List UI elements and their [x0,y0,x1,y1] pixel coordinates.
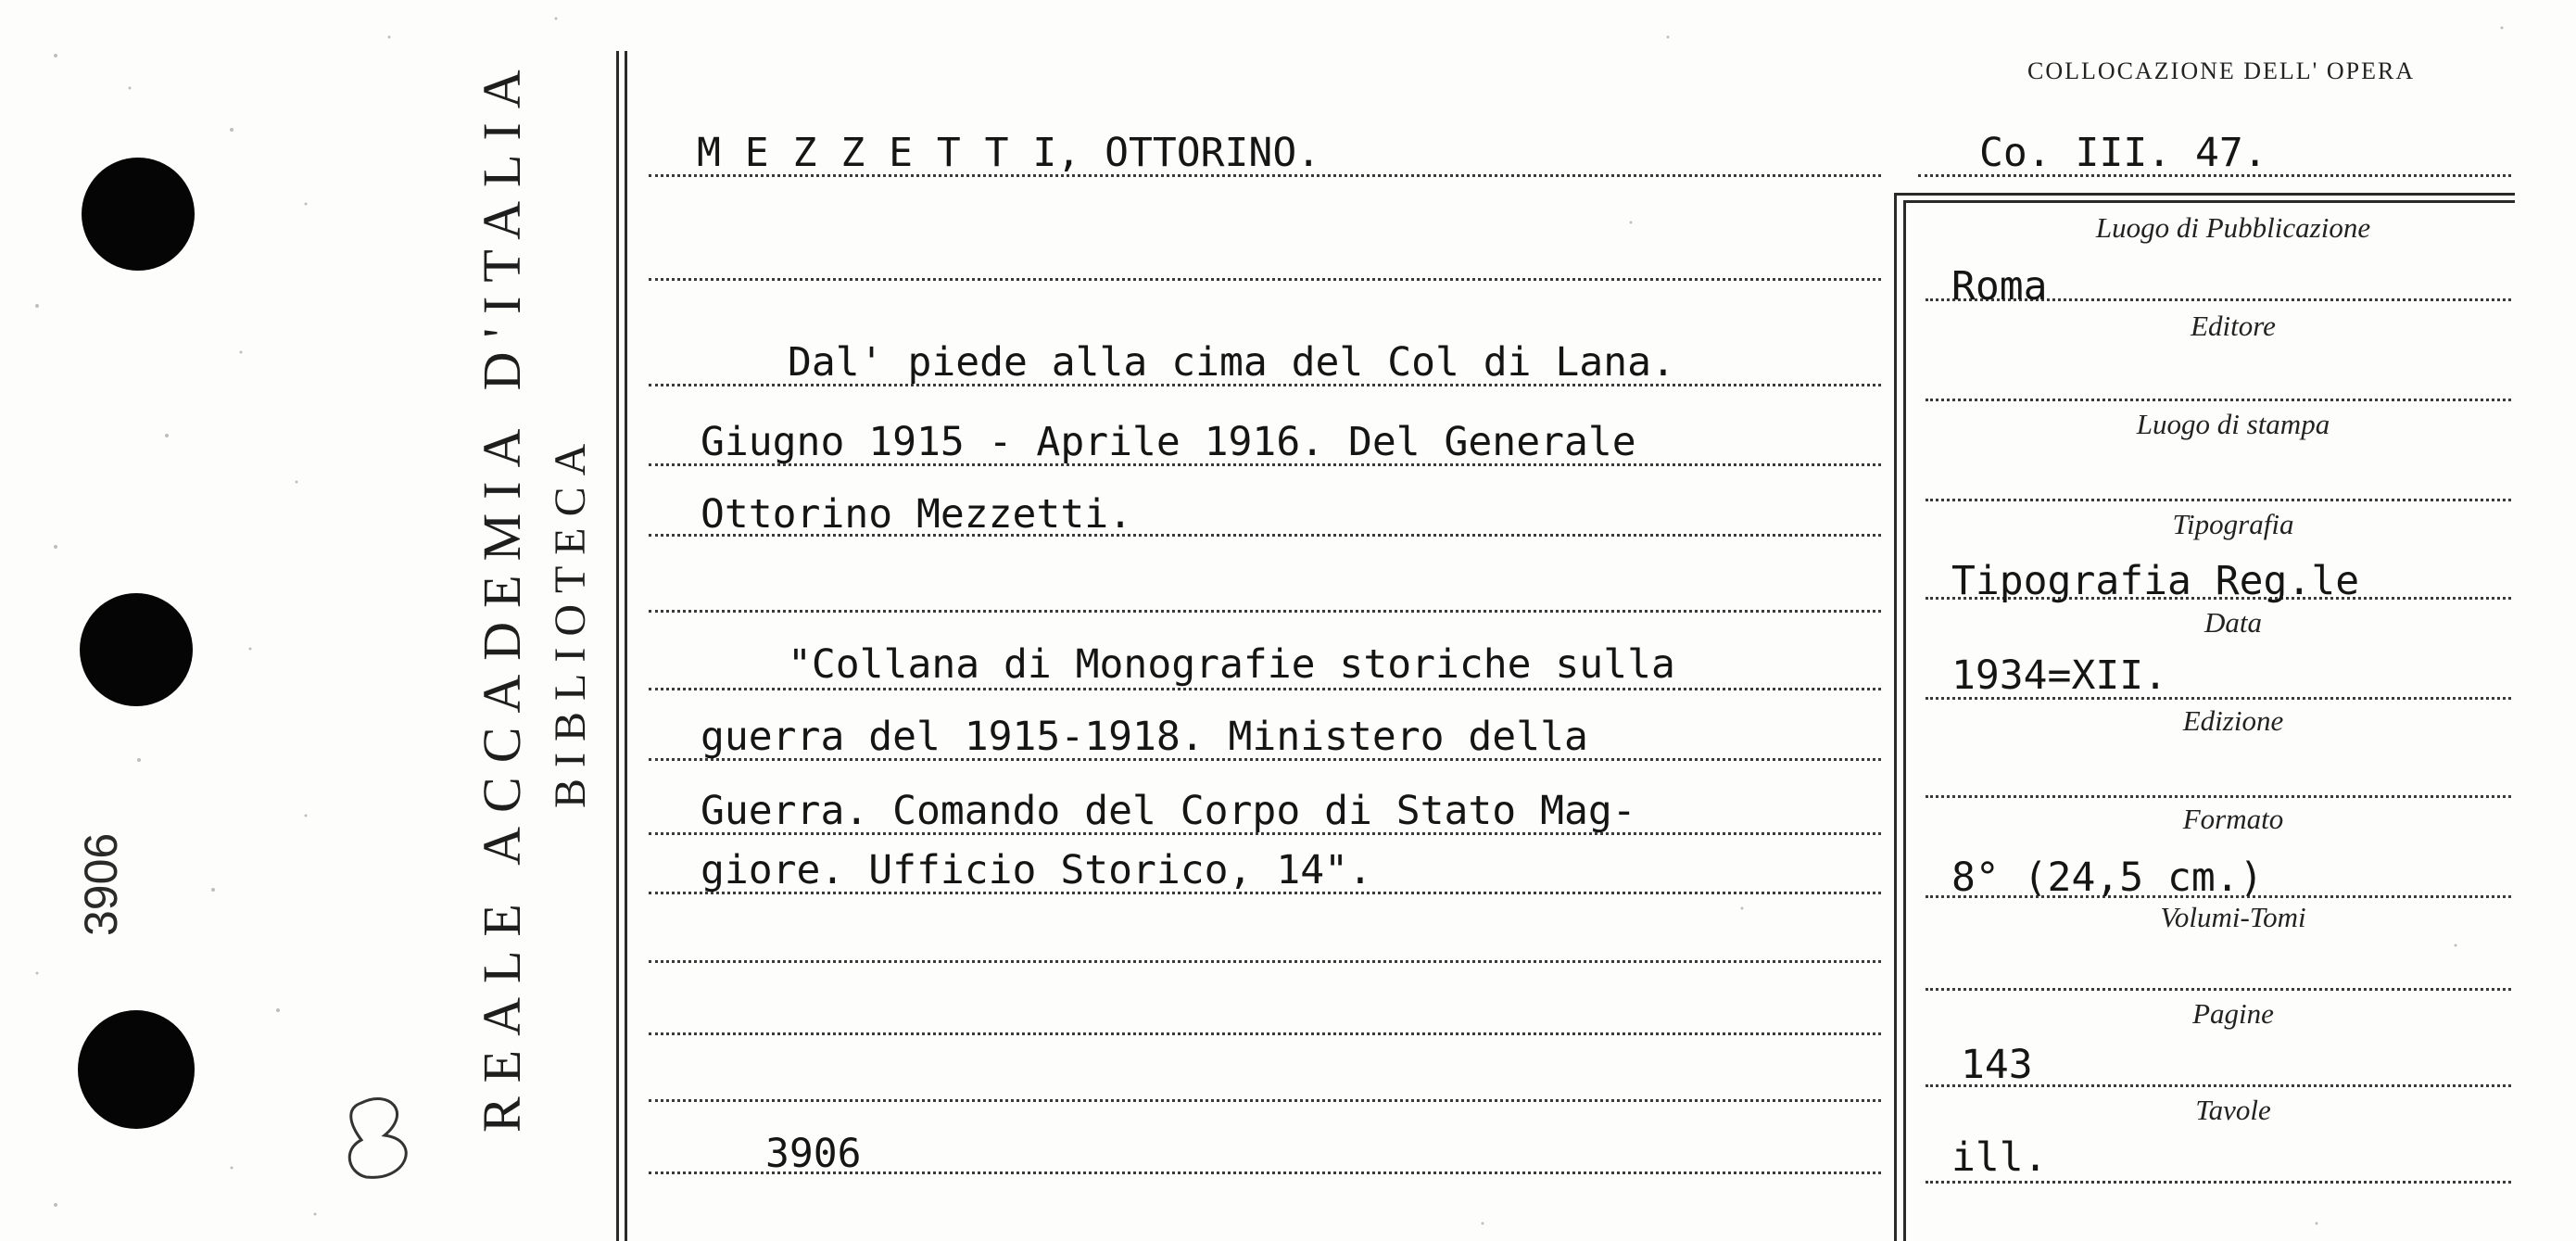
field-label-tavole: Tavole [2195,1094,2271,1126]
field-label-volumi-tomi: Volumi-Tomi [2160,901,2306,933]
dotted-rule [649,960,1881,963]
punch-hole [82,158,195,271]
library-name: BIBLIOTECA [546,432,595,808]
dotted-rule [1926,399,2511,401]
dotted-rule [649,1032,1881,1035]
punch-hole [80,593,193,706]
right-panel-top-rule [1894,193,2515,196]
right-panel-rule [1903,200,1906,1241]
dotted-rule [649,278,1881,281]
field-label-pagine: Pagine [2192,997,2274,1030]
series-line: Guerra. Comando del Corpo di Stato Mag- [701,788,1636,834]
dotted-rule [1926,988,2511,991]
field-label-luogo-stampa: Luogo di stampa [2136,408,2330,440]
field-value-tipografia: Tipografia Reg.le [1951,558,2360,604]
dotted-rule [1926,795,2511,798]
field-value-tavole: ill. [1951,1134,2048,1181]
field-label-formato: Formato [2182,803,2284,835]
dotted-rule [649,688,1881,690]
series-line: giore. Ufficio Storico, 14". [701,847,1372,893]
field-value-data: 1934=XII. [1951,652,2167,699]
title-line: Ottorino Mezzetti. [701,491,1132,538]
series-line: "Collana di Monografie storiche sulla [788,641,1675,688]
dotted-rule [1926,1181,2511,1184]
dotted-rule [649,610,1881,613]
author-heading: M E Z Z E T T I, OTTORINO. [697,130,1321,176]
right-panel-top-rule [1903,200,2515,203]
field-value-luogo-pubblicazione: Roma [1951,263,2048,310]
field-label-tipografia: Tipografia [2172,508,2294,540]
stamp-number: 3906 [75,832,127,936]
inventory-number: 3906 [765,1131,862,1177]
dotted-rule [649,1099,1881,1102]
right-panel-rule [1894,195,1897,1241]
field-label-edizione: Edizione [2182,704,2284,737]
handwritten-mark [334,1084,436,1196]
series-line: guerra del 1915-1918. Ministero della [701,714,1588,760]
institution-name: REALE ACCADEMIA D'ITALIA [472,56,532,1133]
field-value-pagine: 143 [1961,1042,2033,1088]
left-margin-rule [616,51,619,1241]
field-label-luogo-pubblicazione: Luogo di Pubblicazione [2095,211,2371,244]
field-label-editore: Editore [2191,310,2276,342]
dotted-rule [1926,499,2511,501]
field-label-data: Data [2204,606,2262,639]
left-margin-rule [625,51,627,1241]
collocation-caption: COLLOCAZIONE DELL' OPERA [2027,57,2416,84]
punch-hole [78,1010,195,1129]
shelfmark: Co. III. 47. [1979,130,2267,176]
field-value-formato: 8° (24,5 cm.) [1951,855,2264,901]
title-line: Giugno 1915 - Aprile 1916. Del Generale [701,419,1636,465]
title-line: Dal' piede alla cima del Col di Lana. [788,339,1675,386]
